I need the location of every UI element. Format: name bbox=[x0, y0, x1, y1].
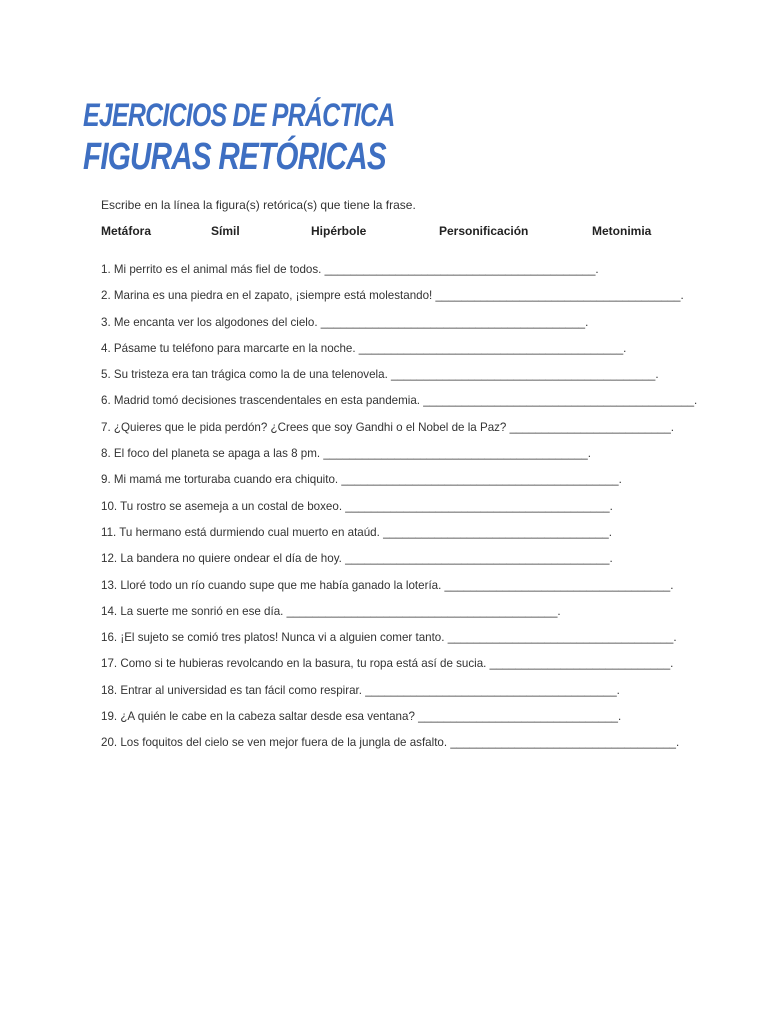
instruction-text: Escribe en la línea la figura(s) retórica(s) que tiene la frase. bbox=[101, 198, 416, 212]
option-metafora: Metáfora bbox=[101, 224, 152, 238]
question-item: 10. Tu rostro se asemeja a un costal de boxeo. _________________________________________. bbox=[101, 499, 613, 513]
option-metonimia: Metonimia bbox=[592, 224, 652, 238]
question-item: 12. La bandera no quiere ondear el día de hoy. _________________________________________. bbox=[101, 552, 613, 566]
question-item: 7. ¿Quieres que le pida perdón? ¿Crees que soy Gandhi o el Nobel de la Paz? _________________________. bbox=[101, 420, 675, 434]
question-item: 13. Lloré todo un río cuando supe que me había ganado la lotería. ___________________________________. bbox=[101, 578, 674, 592]
question-item: 2. Marina es una piedra en el zapato, ¡siempre está molestando! ______________________________________. bbox=[101, 289, 684, 303]
question-item: 11. Tu hermano está durmiendo cual muerto en ataúd. ___________________________________. bbox=[101, 525, 612, 539]
question-item: 5. Su tristeza era tan trágica como la de una telenovela. _________________________________________. bbox=[101, 368, 659, 382]
option-personificacion: Personificación bbox=[439, 224, 529, 238]
question-list bbox=[101, 263, 697, 763]
question-item: 20. Los foquitos del cielo se ven mejor fuera de la jungla de asfalto. ___________________________________. bbox=[101, 736, 680, 750]
figure-options-row bbox=[0, 224, 768, 240]
question-item: 16. ¡El sujeto se comió tres platos! Nunca vi a alguien comer tanto. ___________________________________. bbox=[101, 631, 677, 645]
worksheet-title: EJERCICIOS DE PRÁCTICA bbox=[83, 97, 395, 133]
question-item: 9. Mi mamá me torturaba cuando era chiquito. ___________________________________________. bbox=[101, 473, 622, 487]
question-item: 1. Mi perrito es el animal más fiel de todos. __________________________________________. bbox=[101, 263, 599, 276]
question-item: 8. El foco del planeta se apaga a las 8 pm. _________________________________________. bbox=[101, 447, 591, 461]
question-item: 19. ¿A quién le cabe en la cabeza saltar desde esa ventana? _______________________________. bbox=[101, 710, 622, 724]
question-item: 18. Entrar al universidad es tan fácil como respirar. _______________________________________. bbox=[101, 683, 620, 697]
question-item: 6. Madrid tomó decisiones trascendentales en esta pandemia. __________________________________________. bbox=[101, 394, 698, 408]
worksheet-subtitle: FIGURAS RETÓRICAS bbox=[83, 136, 386, 178]
question-item: 17. Como si te hubieras revolcando en la basura, tu ropa está así de sucia. ____________________________. bbox=[101, 657, 674, 671]
option-hiperbole: Hipérbole bbox=[311, 224, 367, 238]
question-item: 14. La suerte me sonrió en ese día. __________________________________________. bbox=[101, 604, 561, 618]
question-item: 4. Pásame tu teléfono para marcarte en la noche. _________________________________________. bbox=[101, 341, 627, 355]
question-item: 3. Me encanta ver los algodones del cielo. _________________________________________. bbox=[101, 315, 589, 329]
option-simil: Símil bbox=[211, 224, 240, 238]
